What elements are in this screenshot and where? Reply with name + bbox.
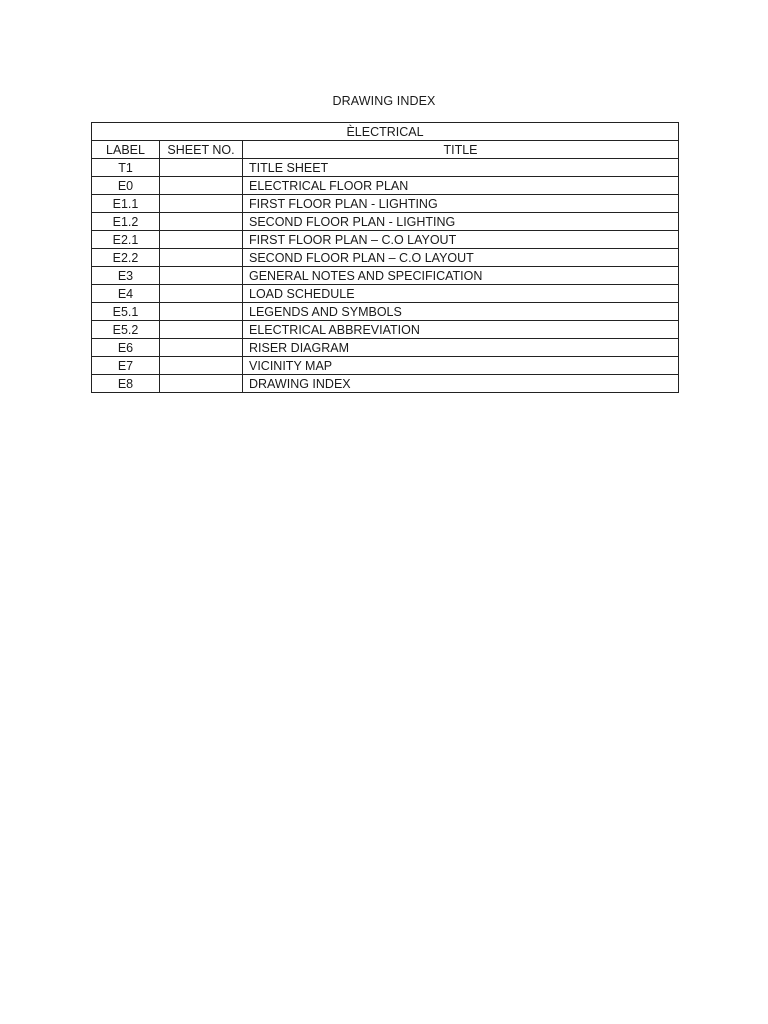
section-header: ÈLECTRICAL	[92, 123, 679, 141]
cell-sheet-no	[160, 195, 243, 213]
cell-label: E2.2	[92, 249, 160, 267]
cell-label: E0	[92, 177, 160, 195]
cell-title: LOAD SCHEDULE	[243, 285, 679, 303]
cell-title: DRAWING INDEX	[243, 375, 679, 393]
cell-title: GENERAL NOTES AND SPECIFICATION	[243, 267, 679, 285]
cell-sheet-no	[160, 321, 243, 339]
table-row	[92, 159, 679, 177]
table-body	[92, 159, 679, 393]
cell-title: FIRST FLOOR PLAN – C.O LAYOUT	[243, 231, 679, 249]
table-row	[92, 231, 679, 249]
cell-title: SECOND FLOOR PLAN - LIGHTING	[243, 213, 679, 231]
column-header-row	[92, 141, 679, 159]
cell-sheet-no	[160, 177, 243, 195]
cell-sheet-no	[160, 159, 243, 177]
cell-label: E5.2	[92, 321, 160, 339]
cell-title: VICINITY MAP	[243, 357, 679, 375]
cell-sheet-no	[160, 285, 243, 303]
cell-label: E1.1	[92, 195, 160, 213]
cell-title: ELECTRICAL ABBREVIATION	[243, 321, 679, 339]
table-row	[92, 357, 679, 375]
cell-label: E7	[92, 357, 160, 375]
cell-title: FIRST FLOOR PLAN - LIGHTING	[243, 195, 679, 213]
cell-label: E6	[92, 339, 160, 357]
cell-label: E4	[92, 285, 160, 303]
table-row	[92, 213, 679, 231]
table-row	[92, 375, 679, 393]
table-row	[92, 285, 679, 303]
cell-sheet-no	[160, 213, 243, 231]
cell-label: E2.1	[92, 231, 160, 249]
cell-title: ELECTRICAL FLOOR PLAN	[243, 177, 679, 195]
cell-label: T1	[92, 159, 160, 177]
table-row	[92, 303, 679, 321]
cell-sheet-no	[160, 375, 243, 393]
cell-label: E3	[92, 267, 160, 285]
cell-sheet-no	[160, 303, 243, 321]
cell-title: TITLE SHEET	[243, 159, 679, 177]
cell-sheet-no	[160, 267, 243, 285]
cell-label: E5.1	[92, 303, 160, 321]
table-row	[92, 177, 679, 195]
table-row	[92, 267, 679, 285]
cell-sheet-no	[160, 339, 243, 357]
cell-title: RISER DIAGRAM	[243, 339, 679, 357]
cell-label: E8	[92, 375, 160, 393]
column-header-label: LABEL	[92, 141, 160, 159]
cell-sheet-no	[160, 249, 243, 267]
drawing-index-table	[91, 122, 679, 393]
table-row	[92, 339, 679, 357]
column-header-sheet-no: SHEET NO.	[160, 141, 243, 159]
cell-sheet-no	[160, 231, 243, 249]
cell-sheet-no	[160, 357, 243, 375]
page-title: DRAWING INDEX	[332, 94, 436, 108]
table-row	[92, 321, 679, 339]
table-row	[92, 249, 679, 267]
column-header-title: TITLE	[243, 141, 679, 159]
cell-label: E1.2	[92, 213, 160, 231]
cell-title: SECOND FLOOR PLAN – C.O LAYOUT	[243, 249, 679, 267]
table-row	[92, 195, 679, 213]
cell-title: LEGENDS AND SYMBOLS	[243, 303, 679, 321]
section-header-row	[92, 123, 679, 141]
